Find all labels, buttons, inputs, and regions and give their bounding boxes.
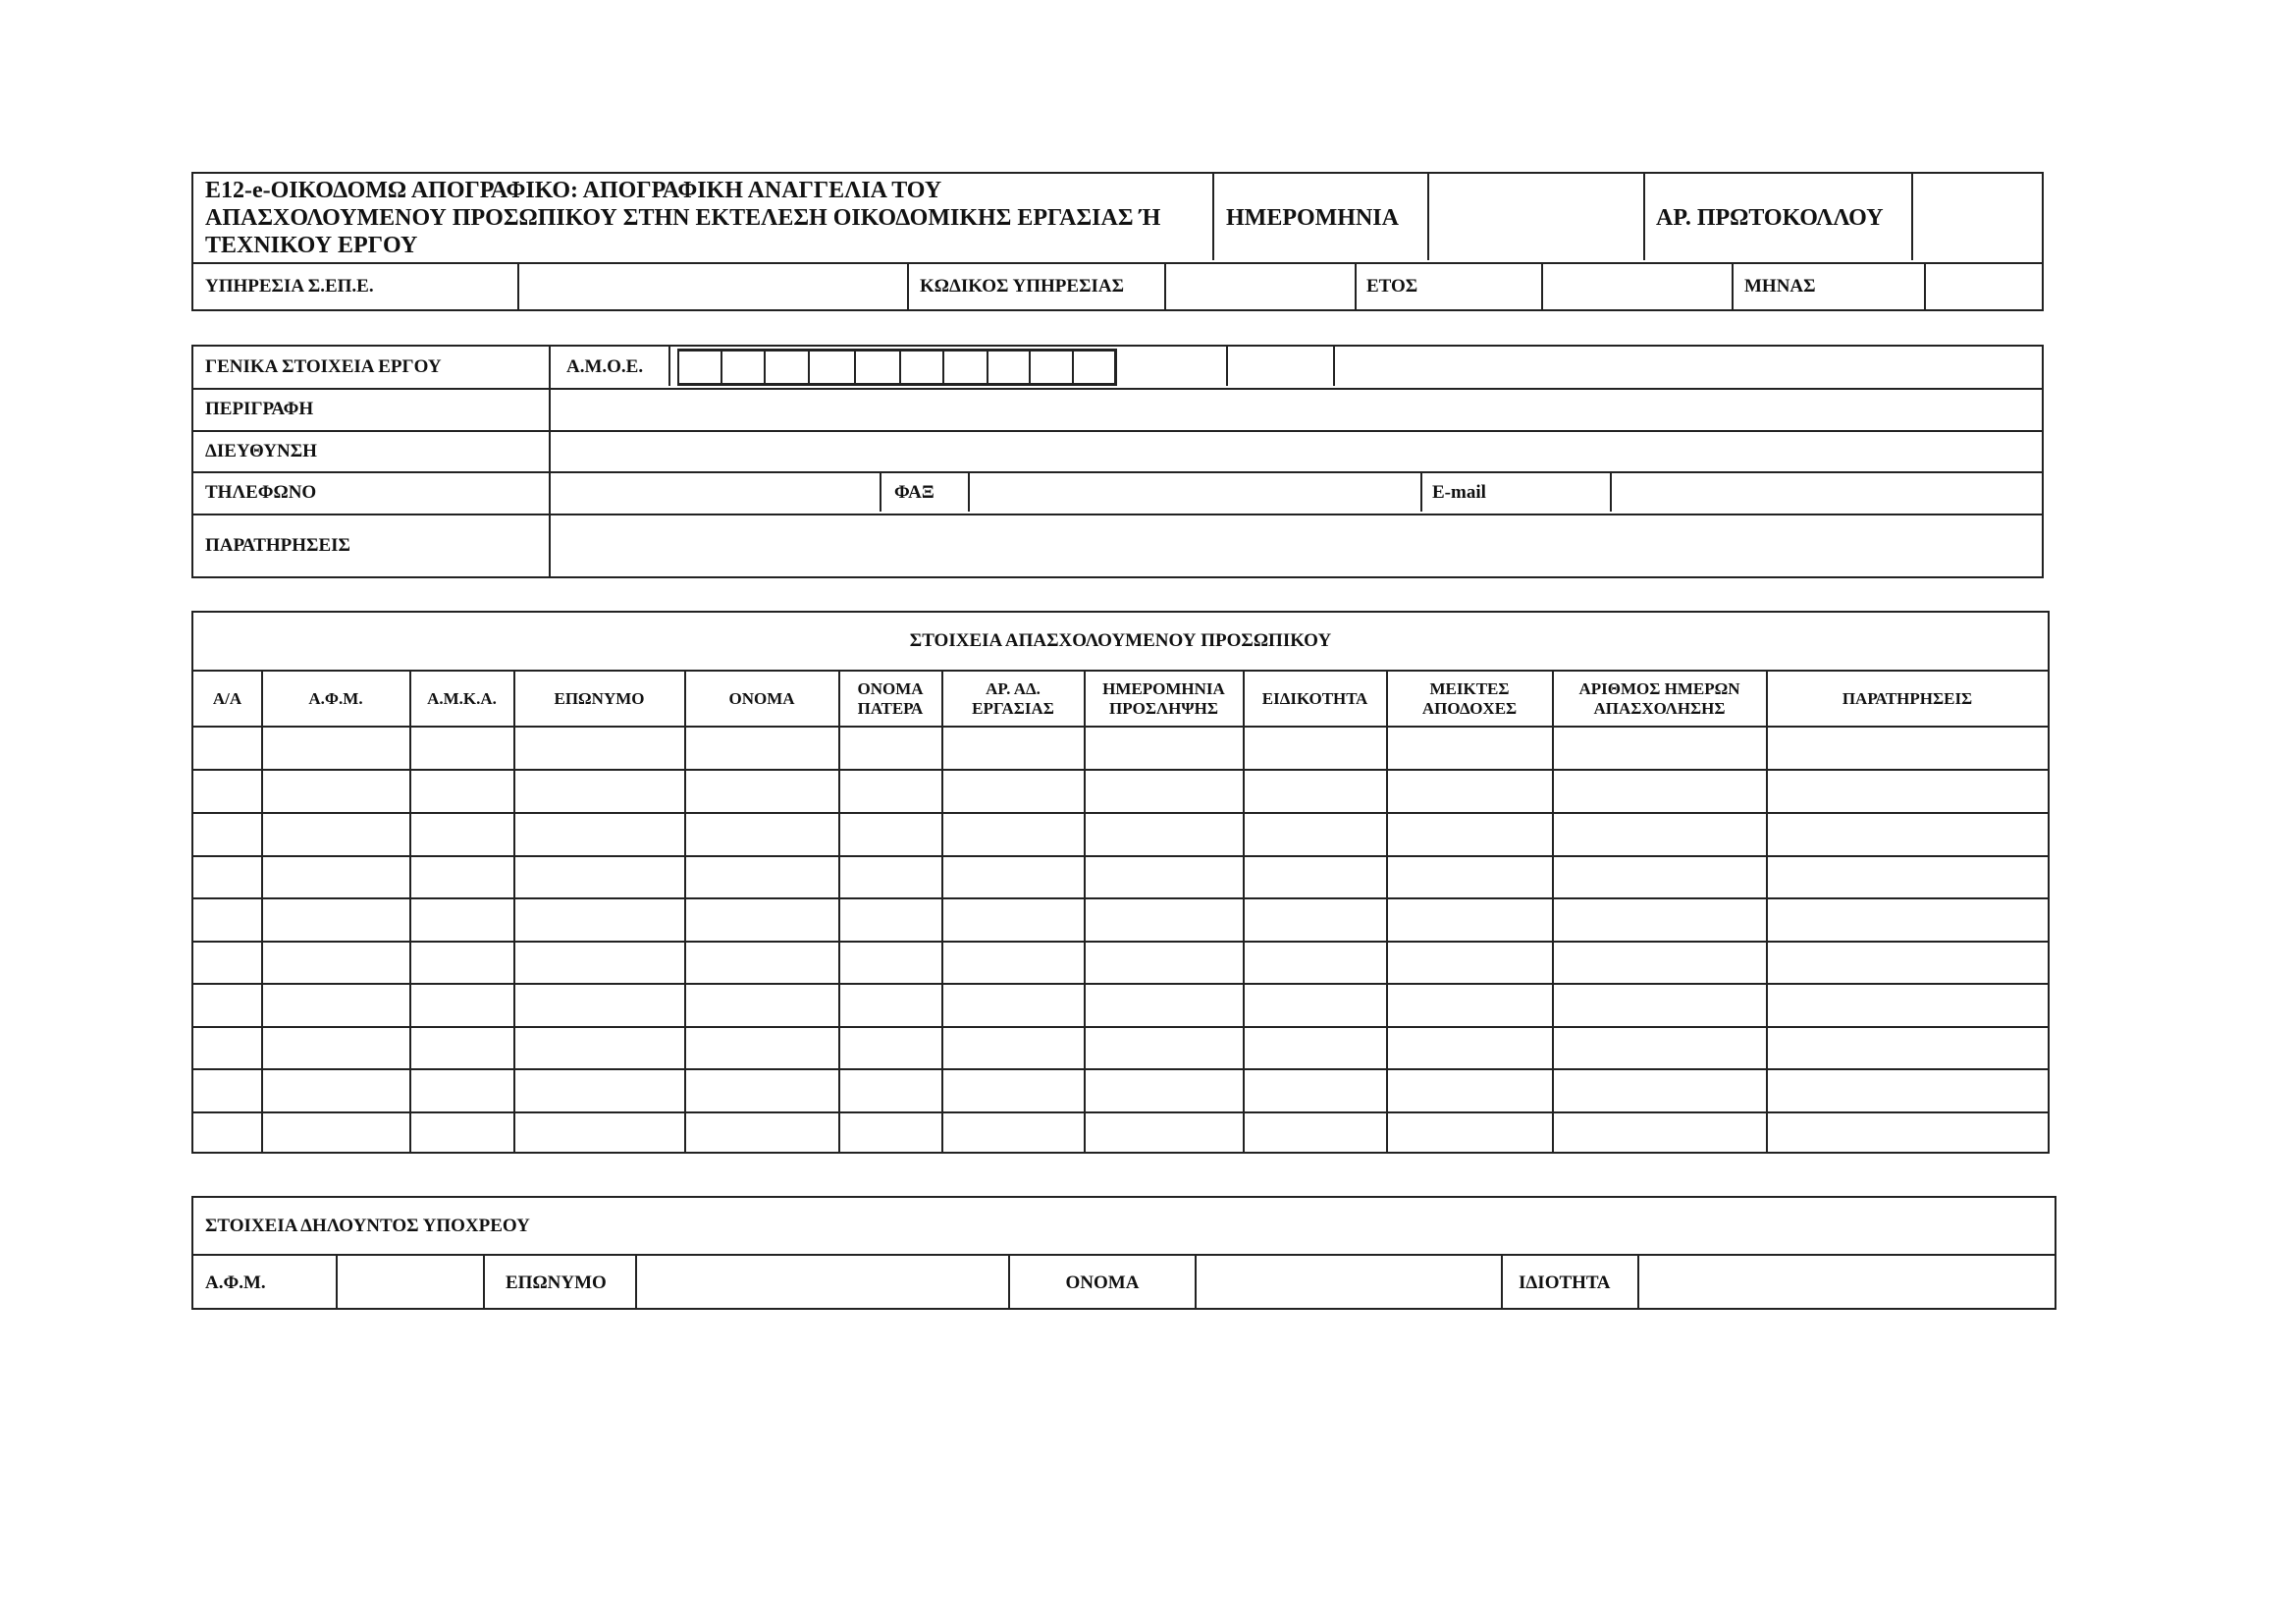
declarant-afm-field[interactable] xyxy=(339,1256,482,1309)
email-label: E-mail xyxy=(1432,482,1486,503)
declarant-afm-label: Α.Φ.Μ. xyxy=(205,1272,266,1293)
project-section-label: ΓΕΝΙΚΑ ΣΤΟΙΧΕΙΑ ΕΡΓΟΥ xyxy=(205,356,442,377)
phone-field[interactable] xyxy=(552,472,879,514)
table-row[interactable] xyxy=(193,813,2048,855)
description-label: ΠΕΡΙΓΡΑΦΗ xyxy=(205,399,314,419)
declarant-name-label: ΟΝΟΜΑ xyxy=(1065,1272,1140,1293)
description-field[interactable] xyxy=(552,389,2042,430)
declarant-capacity-field[interactable] xyxy=(1640,1256,2055,1309)
amoe-digit-boxes[interactable] xyxy=(677,349,1117,386)
address-field[interactable] xyxy=(552,431,2042,472)
column-header-hire-date: ΗΜΕΡΟΜΗΝΙΑ ΠΡΟΣΛΗΨΗΣ xyxy=(1102,678,1225,718)
date-label: ΗΜΕΡΟΜΗΝΙΑ xyxy=(1226,204,1399,231)
table-row[interactable] xyxy=(193,856,2048,897)
fax-label: ΦΑΞ xyxy=(894,482,934,503)
email-field[interactable] xyxy=(1613,472,2042,514)
declarant-block xyxy=(191,1196,2056,1310)
column-header-father-name: ΟΝΟΜΑ ΠΑΤΕΡΑ xyxy=(857,678,924,718)
table-row[interactable] xyxy=(193,942,2048,983)
table-row[interactable] xyxy=(193,1069,2048,1111)
declarant-title: ΣΤΟΙΧΕΙΑ ΔΗΛΟΥΝΤΟΣ ΥΠΟΧΡΕΟΥ xyxy=(205,1215,530,1236)
form-title-line-2: ΑΠΑΣΧΟΛΟΥΜΕΝΟΥ ΠΡΟΣΩΠΙΚΟΥ ΣΤΗΝ ΕΚΤΕΛΕΣΗ ΟΙΚΟΔΟΜΙΚΗΣ ΕΡΓΑΣΙΑΣ Ή xyxy=(205,205,1161,231)
declarant-name-field[interactable] xyxy=(1198,1256,1500,1309)
phone-label: ΤΗΛΕΦΩΝΟ xyxy=(205,482,317,503)
remarks-field[interactable] xyxy=(552,514,2042,577)
column-header-aa: Α/Α xyxy=(212,688,242,708)
column-header-amka: Α.Μ.Κ.Α. xyxy=(427,688,497,708)
month-label: ΜΗΝΑΣ xyxy=(1744,276,1816,297)
protocol-number-label: ΑΡ. ΠΡΩΤΟΚΟΛΛΟΥ xyxy=(1656,204,1884,231)
fax-field[interactable] xyxy=(971,472,1419,514)
table-row[interactable] xyxy=(193,770,2048,812)
table-row[interactable] xyxy=(193,727,2048,769)
column-header-days-employed: ΑΡΙΘΜΟΣ ΗΜΕΡΩΝ ΑΠΑΣΧΟΛΗΣΗΣ xyxy=(1578,678,1740,718)
table-row[interactable] xyxy=(193,1027,2048,1068)
project-block xyxy=(191,345,2044,578)
year-label: ΕΤΟΣ xyxy=(1366,276,1418,297)
date-field[interactable] xyxy=(1430,174,1642,260)
amoe-extra-field[interactable] xyxy=(1229,347,1332,388)
service-label: ΥΠΗΡΕΣΙΑ Σ.ΕΠ.Ε. xyxy=(205,276,374,297)
amoe-notes-field[interactable] xyxy=(1336,347,2043,388)
form-title xyxy=(205,176,1206,260)
column-header-surname: ΕΠΩΝΥΜΟ xyxy=(554,688,645,708)
remarks-label: ΠΑΡΑΤΗΡΗΣΕΙΣ xyxy=(205,535,350,556)
form-title-line-3: ΤΕΧΝΙΚΟΥ ΕΡΓΟΥ xyxy=(205,233,418,258)
header-block xyxy=(191,172,2044,311)
column-header-gross-pay: ΜΕΙΚΤΕΣ ΑΠΟΔΟΧΕΣ xyxy=(1421,678,1518,718)
service-field[interactable] xyxy=(520,264,906,309)
column-header-name: ΟΝΟΜΑ xyxy=(728,688,795,708)
service-code-field[interactable] xyxy=(1167,264,1354,309)
column-header-specialty: ΕΙΔΙΚΟΤΗΤΑ xyxy=(1261,688,1368,708)
declarant-surname-field[interactable] xyxy=(638,1256,1007,1309)
column-header-remarks: ΠΑΡΑΤΗΡΗΣΕΙΣ xyxy=(1842,688,1973,708)
table-row[interactable] xyxy=(193,984,2048,1026)
declarant-surname-label: ΕΠΩΝΥΜΟ xyxy=(506,1272,607,1293)
protocol-number-field[interactable] xyxy=(1914,174,2042,260)
staff-table-title: ΣΤΟΙΧΕΙΑ ΑΠΑΣΧΟΛΟΥΜΕΝΟΥ ΠΡΟΣΩΠΙΚΟΥ xyxy=(909,630,1332,651)
service-code-label: ΚΩΔΙΚΟΣ ΥΠΗΡΕΣΙΑΣ xyxy=(920,276,1125,297)
form-title-line-1: Ε12-e-ΟΙΚΟΔΟΜΩ ΑΠΟΓΡΑΦΙΚΟ: ΑΠΟΓΡΑΦΙΚΗ ΑΝΑΓΓΕΛΙΑ ΤΟΥ xyxy=(205,178,942,203)
address-label: ΔΙΕΥΘΥΝΣΗ xyxy=(205,441,317,461)
column-header-afm: Α.Φ.Μ. xyxy=(308,688,363,708)
amoe-label: Α.Μ.Ο.Ε. xyxy=(566,356,644,377)
year-field[interactable] xyxy=(1544,264,1731,309)
table-row[interactable] xyxy=(193,898,2048,941)
column-header-work-permit: ΑΡ. ΑΔ. ΕΡΓΑΣΙΑΣ xyxy=(972,678,1054,718)
month-field[interactable] xyxy=(1927,264,2042,309)
staff-table xyxy=(191,611,2050,1154)
table-row[interactable] xyxy=(193,1112,2048,1152)
declarant-capacity-label: ΙΔΙΟΤΗΤΑ xyxy=(1519,1272,1611,1293)
